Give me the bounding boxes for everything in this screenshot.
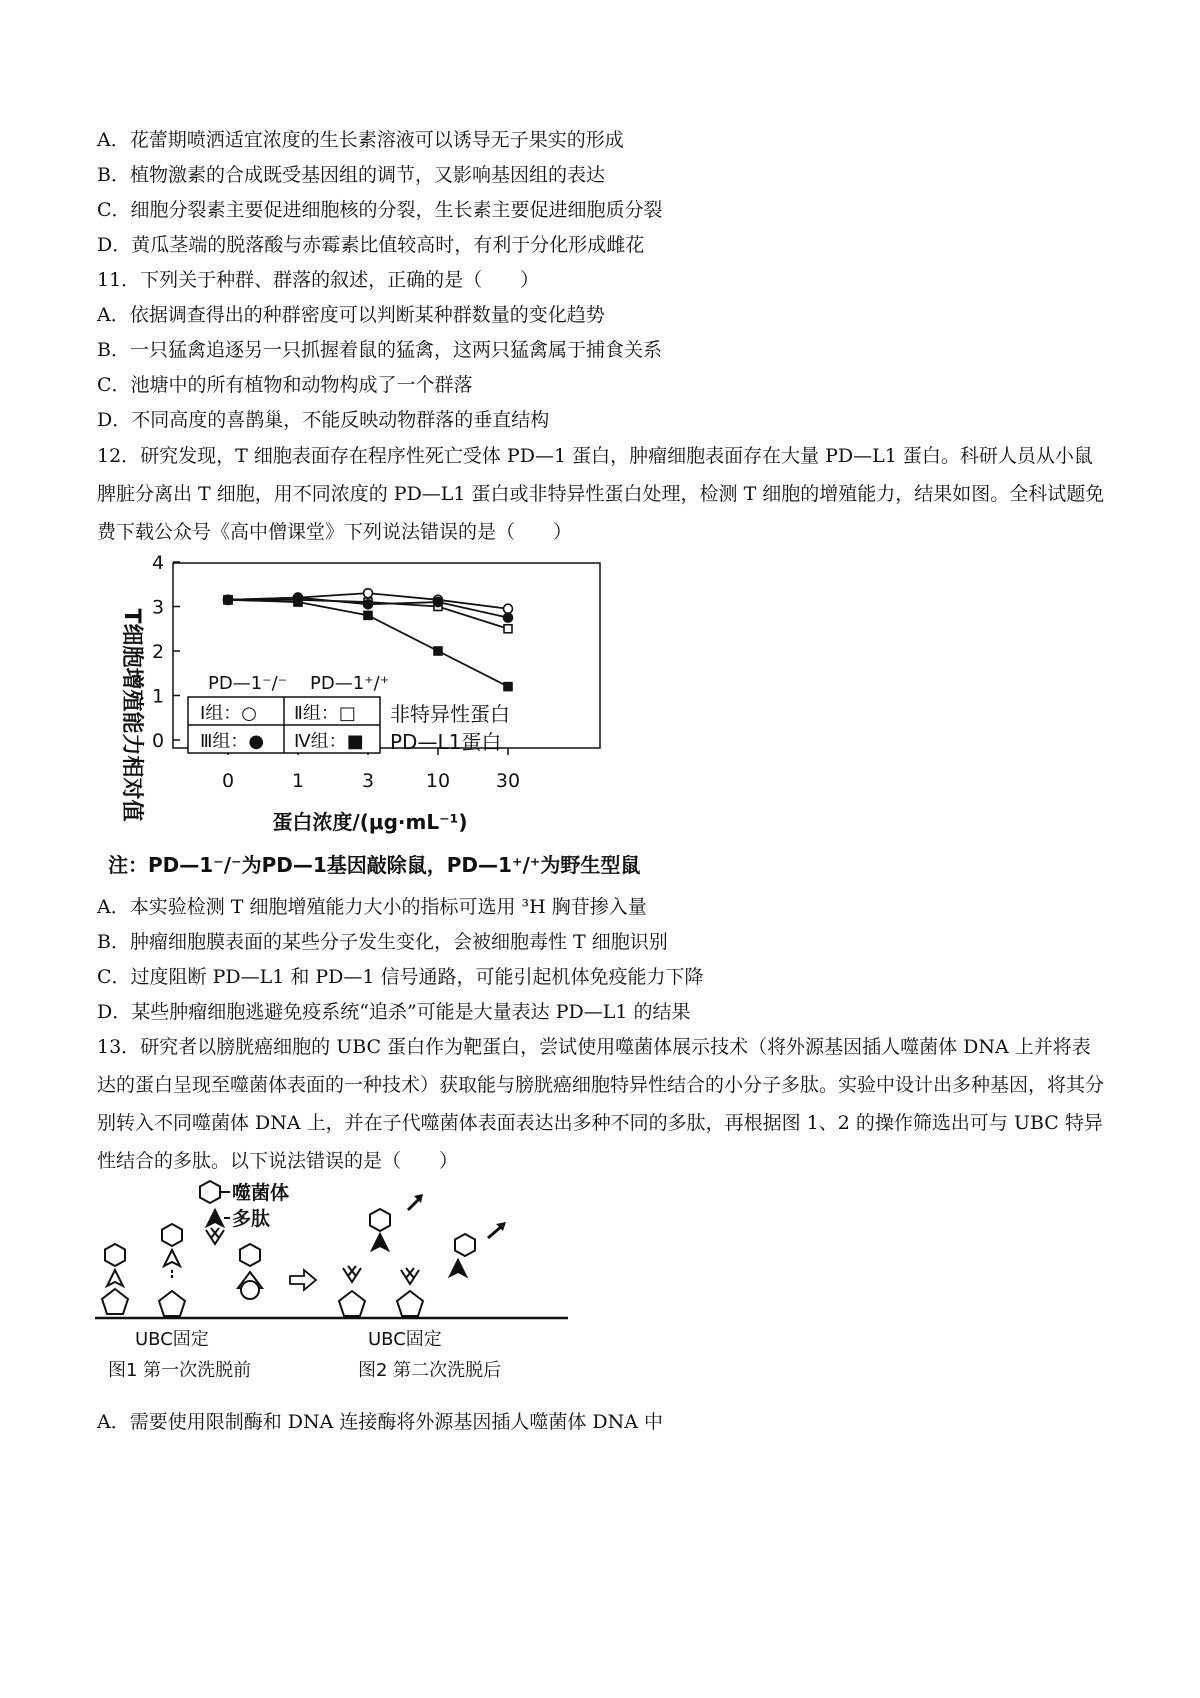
peptide-legend-icon — [207, 1210, 223, 1226]
y-axis-label: T细胞增殖能力相对值 — [119, 608, 144, 822]
data-point-group4 — [504, 683, 512, 691]
phage-legend-icon — [200, 1181, 220, 1203]
q12-stem: 12．研究发现，T 细胞表面存在程序性死亡受体 PD—1 蛋白，肿瘤细胞表面存在大量 PD—L1 蛋白。科研人员从小鼠脾脏分离出 T 细胞，用不同浓度的 PD—L1 蛋白或非特异性蛋白处理，检测 T 细胞的增殖能力，结果如图。全科试题免费下载公众号《高中僧课堂》下列说法错误的是（ ） — [97, 445, 1105, 543]
phage-icon — [105, 1244, 125, 1266]
q11-stem: 11．下列关于种群、群落的叙述，正确的是（ ） — [97, 269, 540, 291]
q10-option-c: C．细胞分裂素主要促进细胞核的分裂，生长素主要促进细胞质分裂 — [97, 199, 663, 221]
q11-option-d: D．不同高度的喜鹊巢，不能反映动物群落的垂直结构 — [97, 409, 550, 431]
q12-option-c: C．过度阻断 PD—L1 和 PD—1 信号通路，可能引起机体免疫能力下降 — [97, 966, 704, 988]
ubc-icon — [159, 1291, 185, 1316]
process-arrow — [290, 1270, 316, 1290]
x-tick-label: 10 — [425, 770, 451, 792]
data-point-group1 — [364, 589, 373, 598]
q10-option-b: B．植物激素的合成既受基因组的调节，又影响基因组的表达 — [97, 164, 605, 186]
data-point-group4 — [294, 598, 302, 606]
q10-option-a: A．花蕾期喷洒适宜浓度的生长素溶液可以诱导无子果实的形成 — [97, 129, 624, 151]
phage-display-figure — [90, 1180, 590, 1390]
phage-icon — [455, 1234, 475, 1256]
x-tick-label: 0 — [221, 770, 235, 792]
legend-group-1: Ⅰ组：○ — [200, 703, 258, 724]
data-point-group3 — [504, 613, 513, 622]
q11-option-a: A．依据调查得出的种群密度可以判断某种群数量的变化趋势 — [97, 304, 605, 326]
ubc-fixed-label-2: UBC固定 — [368, 1329, 442, 1350]
data-point-group4 — [434, 647, 442, 655]
q12-option-d: D．某些肿瘤细胞逃避免疫系统“追杀”可能是大量表达 PD—L1 的结果 — [97, 1001, 691, 1023]
y-tick-label: 0 — [151, 730, 165, 752]
ubc-icon — [102, 1289, 128, 1314]
data-point-group3 — [364, 600, 373, 609]
legend-group-2: Ⅱ组：□ — [294, 703, 356, 724]
y-axis-title — [119, 608, 145, 821]
ubc-icon — [339, 1291, 365, 1316]
phage-legend-label: 噬菌体 — [232, 1182, 290, 1204]
x-tick-label: 3 — [361, 770, 375, 792]
proliferation-chart — [100, 555, 660, 890]
q11-option-c: C．池塘中的所有植物和动物构成了一个群落 — [97, 374, 473, 396]
ubc-icon — [397, 1291, 423, 1316]
figure2-caption: 图2 第二次洗脱后 — [358, 1360, 502, 1381]
ubc-fixed-label-1: UBC固定 — [135, 1329, 209, 1350]
legend-row1-label: 非特异性蛋白 — [390, 702, 510, 726]
legend-row2-label: PD—L1蛋白 — [390, 730, 502, 754]
figure1-caption: 图1 第一次洗脱前 — [108, 1360, 252, 1381]
legend-group-4: Ⅳ组：■ — [294, 731, 364, 752]
q13-option-a: A．需要使用限制酶和 DNA 连接酶将外源基因插人噬菌体 DNA 中 — [97, 1411, 664, 1433]
chart-note: 注：PD—1⁻/⁻为PD—1基因敲除鼠，PD—1⁺/⁺为野生型鼠 — [108, 853, 641, 877]
phage-icon — [240, 1244, 260, 1266]
data-point-group2 — [504, 625, 512, 633]
x-tick-label: 30 — [495, 770, 521, 792]
y-tick-label: 4 — [151, 555, 165, 574]
data-point-group4 — [364, 611, 372, 619]
data-point-group3 — [434, 598, 443, 607]
legend-group-3: Ⅲ组：● — [200, 731, 265, 752]
phage-icon — [162, 1224, 182, 1246]
data-point-group4 — [224, 596, 232, 604]
data-point-group1 — [504, 604, 513, 613]
legend-col1-header: PD—1⁻/⁻ — [208, 673, 288, 694]
q11-option-b: B．一只猛禽追逐另一只抓握着鼠的猛禽，这两只猛禽属于捕食关系 — [97, 339, 662, 361]
x-axis-label: 蛋白浓度/(μg·mL⁻¹) — [272, 810, 468, 834]
phage-icon — [370, 1209, 390, 1231]
q12-option-a: A．本实验检测 T 细胞增殖能力大小的指标可选用 ³H 胸苷掺入量 — [97, 896, 647, 918]
q13-stem: 13．研究者以膀胱癌细胞的 UBC 蛋白作为靶蛋白，尝试使用噬菌体展示技术（将外源基因插人噬菌体 DNA 上并将表达的蛋白呈现至噬菌体表面的一种技术）获取能与膀胱癌细胞特异性结合的小分子多肽。实验中设计出多种基因，将其分别转入不同噬菌体 DNA 上，并在子代噬菌体表面表达出多种不同的多肽，再根据图 1、2 的操作筛选出可与 UBC 特异性结合的多肽。以下说法错误的是（ ） — [97, 1036, 1105, 1172]
q10-option-d: D．黄瓜茎端的脱落酸与赤霉素比值较高时，有利于分化形成雌花 — [97, 234, 645, 256]
legend-col2-header: PD—1⁺/⁺ — [310, 673, 390, 694]
q12-option-b: B．肿瘤细胞膜表面的某些分子发生变化，会被细胞毒性 T 细胞识别 — [97, 931, 668, 953]
y-tick-label: 1 — [151, 685, 165, 708]
x-tick-label: 1 — [291, 770, 305, 792]
peptide-legend-label: 多肽 — [232, 1208, 271, 1230]
y-tick-label: 2 — [151, 641, 165, 663]
chart-legend — [188, 673, 510, 754]
y-tick-label: 3 — [151, 596, 165, 619]
